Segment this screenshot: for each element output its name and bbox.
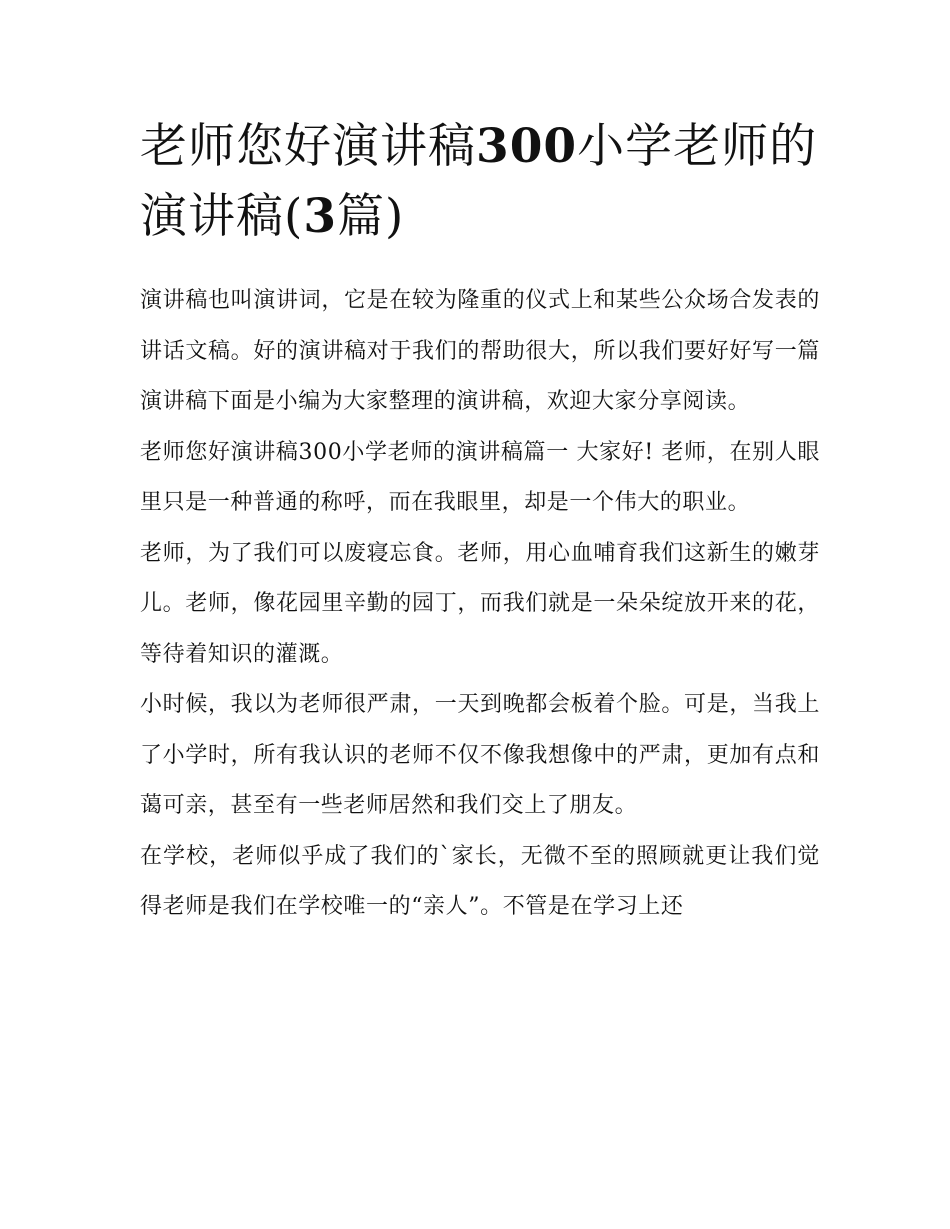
paragraph: 演讲稿也叫演讲词，它是在较为隆重的仪式上和某些公众场合发表的讲话文稿。好的演讲稿对于我们的帮助很大，所以我们要好好写一篇演讲稿下面是小编为大家整理的演讲稿，欢迎大家分享阅读。 xyxy=(140,288,820,414)
document-title: 老师您好演讲稿300小学老师的演讲稿(3篇) xyxy=(140,119,818,244)
paragraph: 老师，为了我们可以废寝忘食。老师，用心血哺育我们这新生的嫩芽儿。老师，像花园里辛勤的园丁，而我们就是一朵朵绽放开来的花，等待着知识的灌溉。 xyxy=(140,540,820,667)
document-body xyxy=(140,276,820,933)
paragraph: 小时候，我以为老师很严肃，一天到晚都会板着个脸。可是，当我上了小学时，所有我认识的老师不仅不像我想像中的严肃，更加有点和蔼可亲，甚至有一些老师居然和我们交上了朋友。 xyxy=(140,692,820,818)
paragraph: 在学校，老师似乎成了我们的`家长，无微不至的照顾就更让我们觉得老师是我们在学校唯一的“亲人”。不管是在学习上还 xyxy=(140,843,820,919)
paragraph: 老师您好演讲稿300小学老师的演讲稿篇一 大家好! 老师，在别人眼里只是一种普通的称呼，而在我眼里，却是一个伟大的职业。 xyxy=(140,439,820,515)
